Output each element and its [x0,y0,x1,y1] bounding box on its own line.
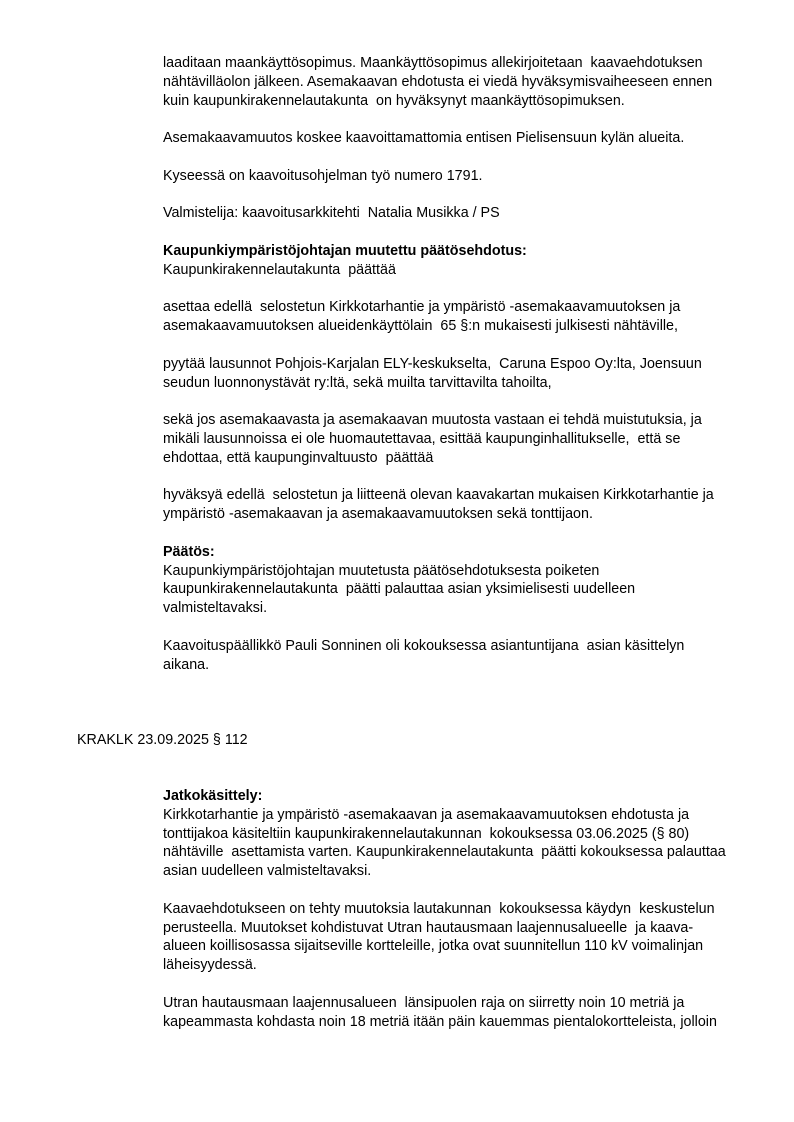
text-line: kaupunkirakennelautakunta päätti palauttaa asian yksimielisesti uudelleen [163,581,636,598]
text-line: perusteella. Muutokset kohdistuvat Utran hautausmaan laajennusalueelle ja kaava- [163,919,694,936]
text-line: Kaupunkirakennelautakunta päättää [163,261,396,278]
paragraph [0,355,794,393]
text-line: Utran hautausmaan laajennusalueen länsipuolen raja on siirretty noin 10 metriä ja [163,994,685,1011]
paragraph [0,994,794,1032]
paragraph [0,54,794,110]
paragraph [0,637,794,675]
text-line: ympäristö -asemakaavan ja asemakaavamuutoksen sekä tonttijaon. [163,506,593,523]
text-line: Kaupunkiympäristöjohtajan muutettu päätösehdotus: [163,242,527,259]
text-line: Jatkokäsittely: [163,788,263,805]
text-line: kapeammasta kohdasta noin 18 metriä itään päin kauemmas pientalokortteleista, jolloin [163,1013,717,1030]
text-line: asemakaavamuutoksen alueidenkäyttölain 65 §:n mukaisesti julkisesti nähtäville, [163,318,678,335]
paragraph [0,900,794,975]
paragraph [0,486,794,524]
text-line: Päätös: [163,543,215,560]
text-line: asian uudelleen valmisteltavaksi. [163,863,372,880]
text-line: sekä jos asemakaavasta ja asemakaavan muutosta vastaan ei tehdä muistutuksia, ja [163,412,702,429]
text-line: nähtäville asettamista varten. Kaupunkirakennelautakunta päätti kokouksessa palauttaa [163,844,726,861]
text-line: Valmistelija: kaavoitusarkkitehti Natalia Musikka / PS [163,205,500,222]
text-line: asettaa edellä selostetun Kirkkotarhantie ja ympäristö -asemakaavamuutoksen ja [163,299,681,316]
record-reference [0,731,794,750]
paragraph [0,204,794,223]
text-line: nähtävilläolon jälkeen. Asemakaavan ehdotusta ei viedä hyväksymisvaiheeseen ennen [163,73,713,90]
text-line: pyytää lausunnot Pohjois-Karjalan ELY-keskukselta, Caruna Espoo Oy:lta, Joensuun [163,355,702,372]
text-line: alueen koillisosassa sijaitseville kortteleille, jotka ovat suunnitellun 110 kV voimalinjan [163,938,704,955]
text-line: ehdottaa, että kaupunginvaltuusto päättää [163,449,434,466]
text-line: Kyseessä on kaavoitusohjelman työ numero 1791. [163,167,483,184]
text-line: KRAKLK 23.09.2025 § 112 [77,731,248,748]
paragraph [0,562,794,618]
text-line: mikäli lausunnoissa ei ole huomautettavaa, esittää kaupunginhallitukselle, että se [163,430,681,447]
paragraph [0,411,794,467]
paragraph [0,167,794,186]
text-line: aikana. [163,656,210,673]
text-line: Kaupunkiympäristöjohtajan muutetusta päätösehdotuksesta poiketen [163,562,600,579]
text-line: kuin kaupunkirakennelautakunta on hyväksynyt maankäyttösopimuksen. [163,92,625,109]
text-line: Asemakaavamuutos koskee kaavoittamattomia entisen Pielisensuun kylän alueita. [163,130,685,147]
paragraph [0,298,794,336]
paragraph [0,261,794,280]
section-heading [0,242,794,261]
text-line: Kaavaehdotukseen on tehty muutoksia lautakunnan kokouksessa käydyn keskustelun [163,900,715,917]
text-line: Kirkkotarhantie ja ympäristö -asemakaavan ja asemakaavamuutoksen ehdotusta ja [163,806,690,823]
text-line: läheisyydessä. [163,957,257,974]
text-line: valmisteltavaksi. [163,600,268,617]
text-line: hyväksyä edellä selostetun ja liitteenä olevan kaavakartan mukaisen Kirkkotarhantie ja [163,487,714,504]
text-line: seudun luonnonystävät ry:ltä, sekä muilta tarvittavilta tahoilta, [163,374,552,391]
text-line: Kaavoituspäällikkö Pauli Sonninen oli kokouksessa asiantuntijana asian käsittelyn [163,637,685,654]
paragraph [0,806,794,881]
text-line: tonttijakoa käsiteltiin kaupunkirakennelautakunnan kokouksessa 03.06.2025 (§ 80) [163,825,690,842]
text-line: laaditaan maankäyttösopimus. Maankäyttösopimus allekirjoitetaan kaavaehdotuksen [163,55,703,71]
section-heading [0,787,794,806]
paragraph [0,129,794,148]
section-heading [0,543,794,562]
